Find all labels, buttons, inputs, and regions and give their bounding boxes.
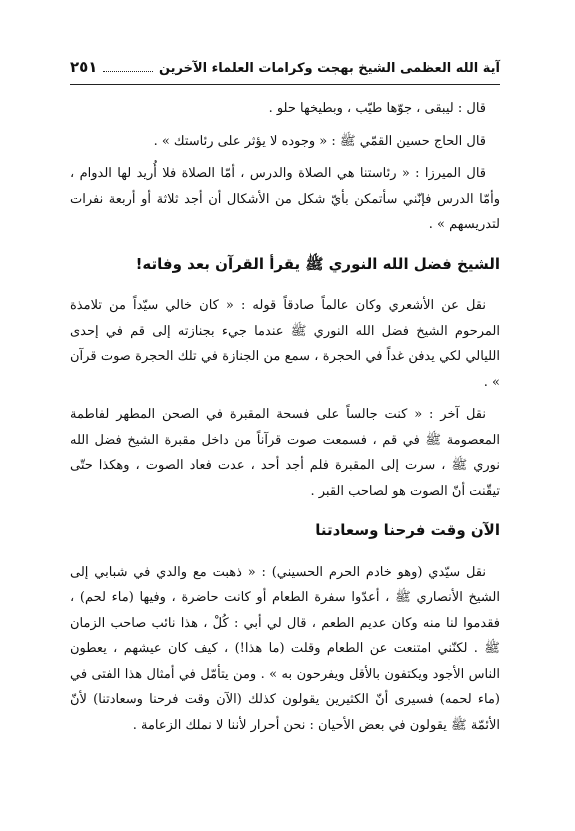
section-heading-nouri: الشيخ فضل الله النوري ﷺ يقرأ القرآن بعد وفاته! bbox=[135, 254, 500, 273]
header-dot-leader bbox=[103, 70, 152, 72]
paragraph-3: قال الميرزا : « رئاستنا هي الصلاة والدرس ، أمّا الصلاة فلا أُريد لها الدوام ، وأمّا الدرس فإنّني سأتمكن بأيّ شكل من الأشكال أن أجد ثلاثة أو أربعة نفرات لتدريسهم » . bbox=[70, 166, 500, 232]
page-body bbox=[70, 96, 500, 745]
section-heading-joy: الآن وقت فرحنا وسعادتنا bbox=[315, 521, 500, 539]
running-header bbox=[70, 58, 500, 76]
header-rule bbox=[70, 84, 500, 85]
paragraph-5: نقل آخر : « كنت جالساً على فسحة المقبرة في الصحن المطهر لفاطمة المعصومة ﷺ في قم ، فسمعت صوت قرآناً من داخل مقبرة الشيخ فضل الله نوري ﷺ ، سرت إلى المقبرة فلم أجد أحد ، عدت فعاد الصوت ، وهكذا حتّى تيقّنت أنّ الصوت هو لصاحب القبر . bbox=[70, 407, 500, 499]
page-number: ٢٥١ bbox=[70, 58, 98, 76]
paragraph-2: قال الحاج حسين القمّي ﷺ : « وجوده لا يؤثر على رئاستك » . bbox=[153, 133, 486, 149]
paragraph-1: قال : ليبقى ، جوّها طيّب ، وبطيخها حلو . bbox=[268, 101, 486, 116]
paragraph-4: نقل عن الأشعري وكان عالماً صادقاً قوله : « كان خالي سيّداً من تلامذة المرحوم الشيخ فضل الله النوري ﷺ عندما جيء بجنازته إلى قم في إحدى الليالي لكي يدفن غداً في الحجرة ، سمع من الجنازة في تلك الحجرة صوت قرآن » . bbox=[70, 298, 500, 390]
paragraph-6: نقل سيّدي (وهو خادم الحرم الحسيني) : « ذهبت مع والدي في شبابي إلى الشيخ الأنصاري ﷺ ، أعدّوا سفرة الطعام أو كانت حاضرة ، وفيها (ماء لحم) ، فقدموا لنا منه وكان عديم الطعم ، قال لي أبي : كُلْ ، هذا نائب صاحب الزمان ﷺ . لكنّني امتنعت عن الطعام وقلت (ما هذا!) ، كيف كان عيشهم ، يعطون الناس الأجود ويكتفون بالأقل ويفرحون به » . ومن يتأمّل في أمثال هذا الفتى في (ماء لحمه) فسيرى أنّ الكثيرين يقولون كذلك (الآن وقت فرحنا وسعادتنا) لأنّ الأئمّة ﷺ يقولون في بعض الأحيان : نحن أحرار لأننا لا نملك الزعامة . bbox=[70, 564, 500, 733]
running-header-title: آية الله العظمى الشيخ بهجت وكرامات العلماء الآخرين bbox=[158, 61, 500, 76]
